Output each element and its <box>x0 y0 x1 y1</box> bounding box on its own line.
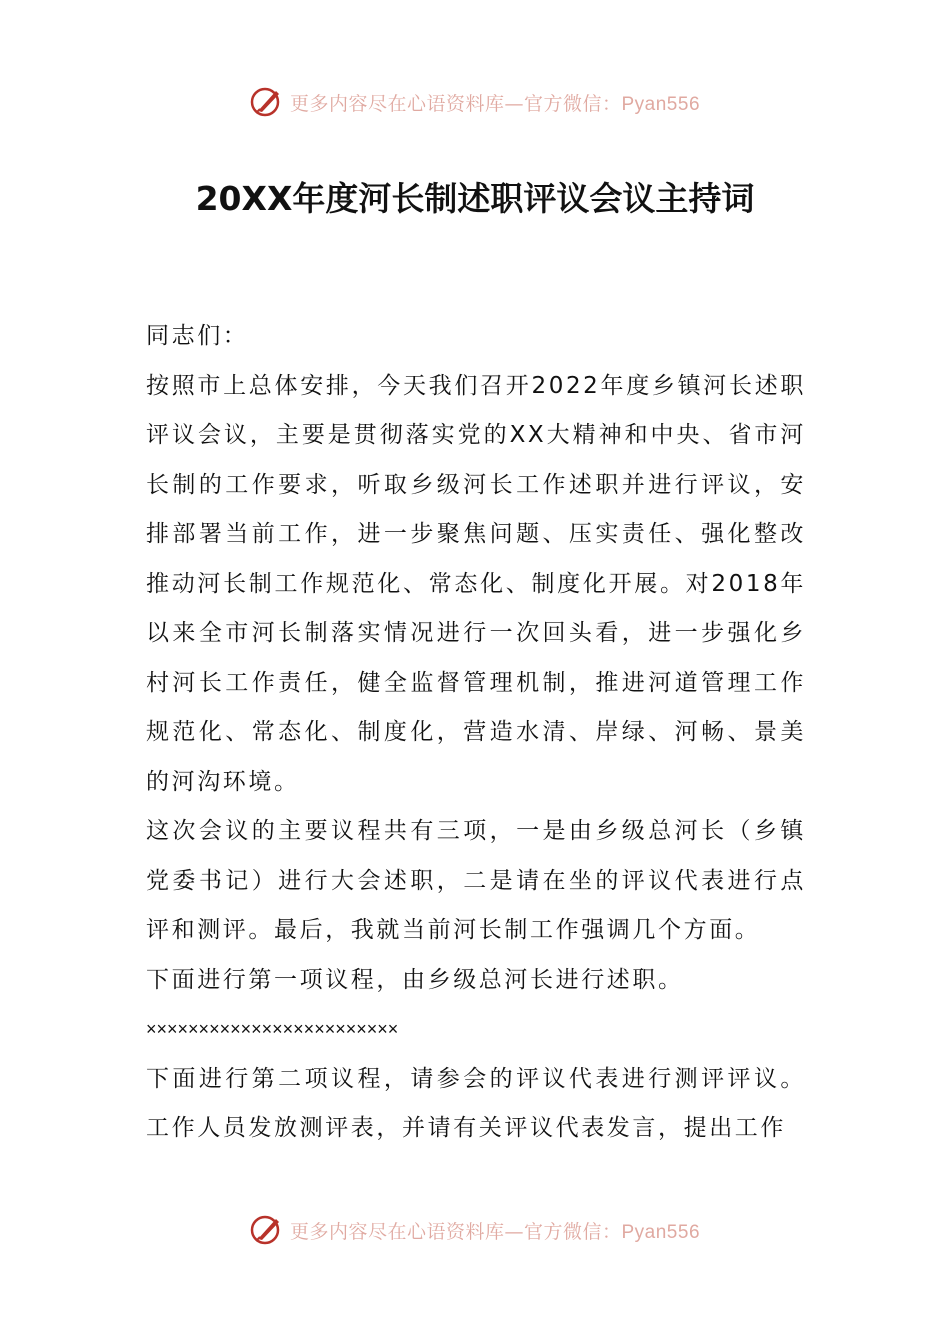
paragraph-intro: 按照市上总体安排，今天我们召开2022年度乡镇河长述职评议会议，主要是贯彻落实党的XX大精神和中央、省市河长制的工作要求，听取乡级河长工作述职并进行评议，安排部署当前工作，进一步聚焦问题、压实责任、强化整改推动河长制工作规范化、常态化、制度化开展。对2018年以来全市河长制落实情况进行一次回头看，进一步强化乡村河长工作责任，健全监督管理机制，推进河道管理工作规范化、常态化、制度化，营造水清、岸绿、河畅、景美的河沟环境。 <box>146 372 806 795</box>
quill-logo-icon <box>250 85 284 119</box>
footer-watermark <box>0 1210 950 1250</box>
paragraph-item-one: 下面进行第一项议程，由乡级总河长进行述职。 <box>146 966 684 993</box>
paragraph-agenda: 这次会议的主要议程共有三项，一是由乡级总河长（乡镇党委书记）进行大会述职，二是请在坐的评议代表进行点评和测评。最后，我就当前河长制工作强调几个方面。 <box>146 818 806 943</box>
paragraph-item-two: 下面进行第二项议程，请参会的评议代表进行测评评议。工作人员发放测评表，并请有关评议代表发言，提出工作 <box>146 1065 806 1141</box>
quill-logo-icon <box>250 1213 284 1247</box>
placeholder-separator: ×××××××××××××××××××××××× <box>146 1019 399 1039</box>
document-title: 20XX年度河长制述职评议会议主持词 <box>195 179 755 218</box>
paragraph-greeting: 同志们： <box>146 323 249 349</box>
document-body <box>146 312 806 1154</box>
header-watermark <box>0 82 950 122</box>
watermark-text: 更多内容尽在心语资料库—官方微信：Pyan556 <box>289 1220 701 1243</box>
watermark-text: 更多内容尽在心语资料库—官方微信：Pyan556 <box>289 92 701 115</box>
